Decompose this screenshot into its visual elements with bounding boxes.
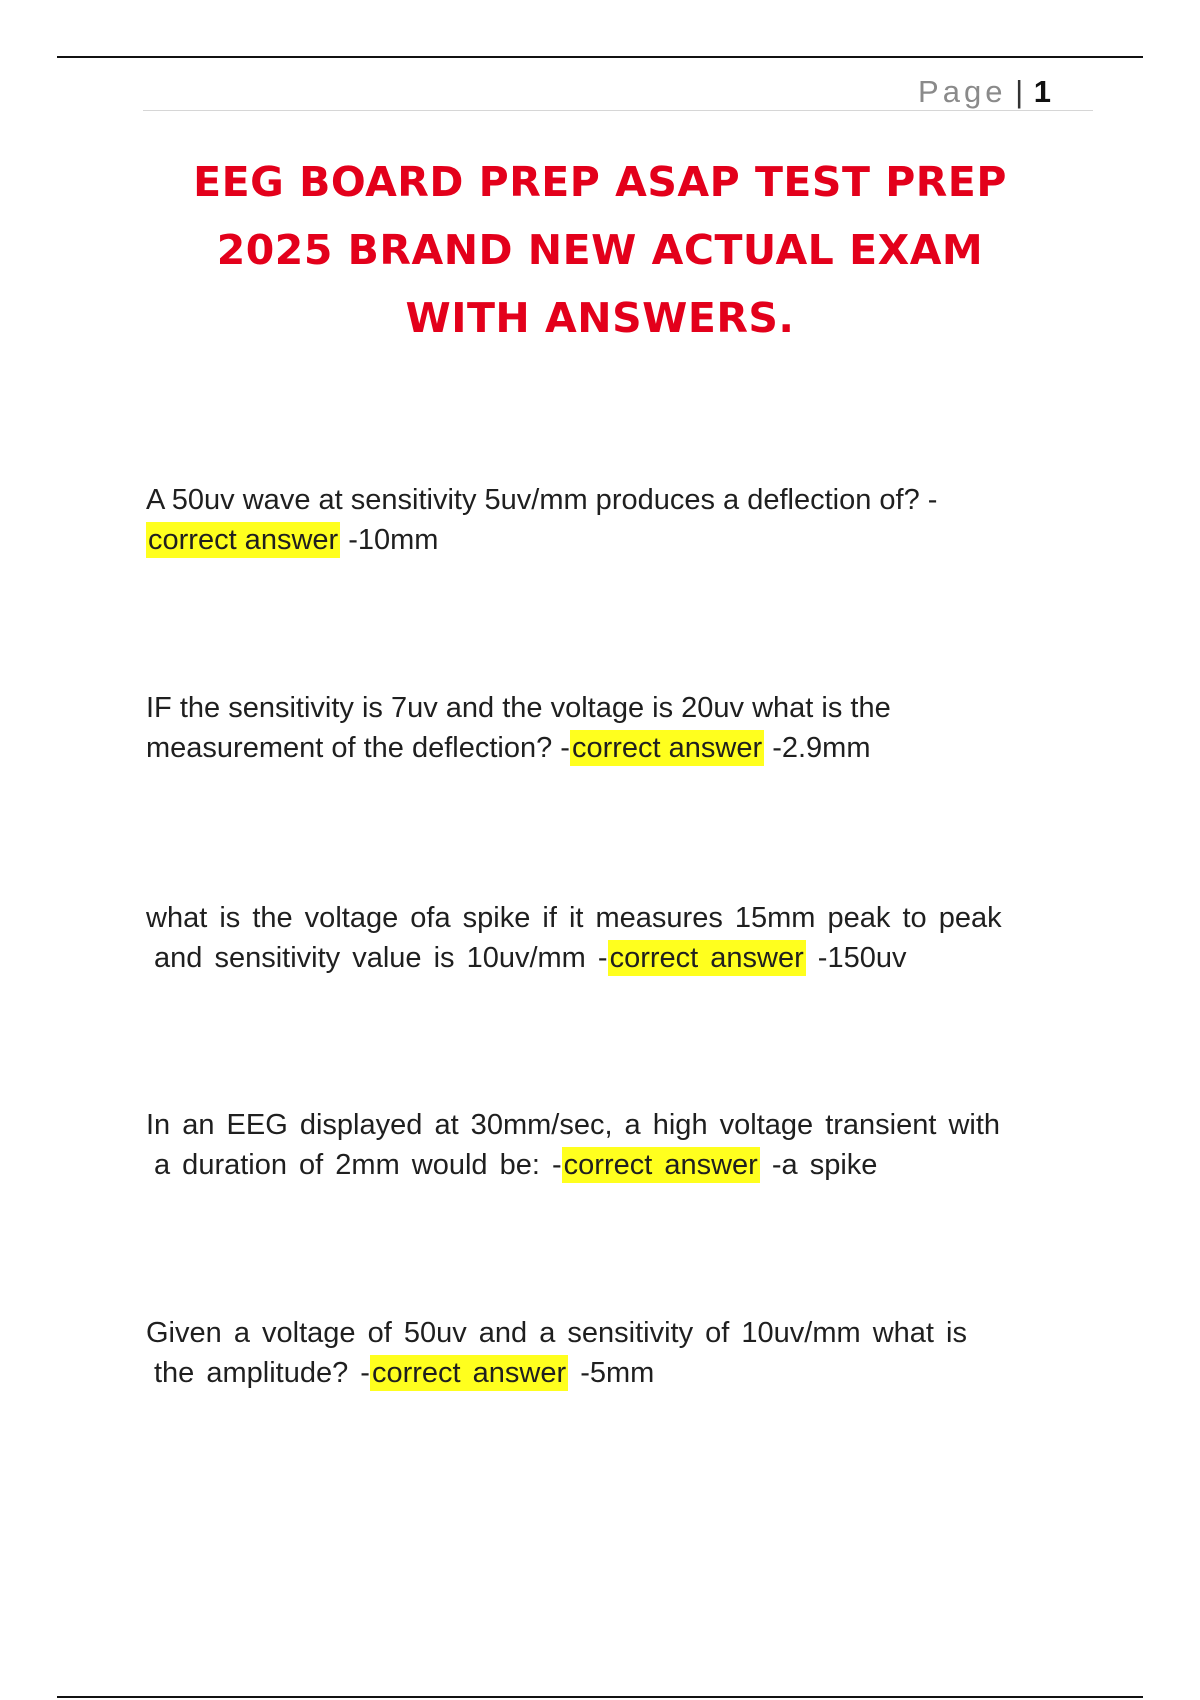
answer-value: -5mm [568, 1357, 655, 1389]
title-line-2: 2025 BRAND NEW ACTUAL EXAM [216, 226, 984, 274]
title-line-3: WITH ANSWERS. [405, 294, 795, 342]
page-number-label [918, 74, 1051, 110]
question-text: Given a voltage of 50uv and a sensitivity of 10uv/mm what is [146, 1317, 967, 1349]
answer-value: -a spike [759, 1149, 878, 1181]
page-header [143, 70, 1093, 111]
answer-value: -2.9mm [764, 732, 871, 764]
question-text: what is the voltage ofa spike if it measures 15mm peak to peak [146, 902, 1002, 934]
correct-answer-highlight: correct answer [609, 942, 804, 974]
bottom-rule [57, 1696, 1143, 1698]
question-answer-item [146, 480, 1096, 560]
page-word: Page [918, 74, 1007, 109]
answer-line [146, 1145, 1096, 1185]
answer-line [146, 728, 1096, 768]
question-text: In an EEG displayed at 30mm/sec, a high voltage transient with [146, 1109, 1001, 1141]
question-answer-item [146, 1313, 1096, 1393]
question-text: A 50uv wave at sensitivity 5uv/mm produces a deflection of? - [146, 484, 938, 516]
question-text-continued: a duration of 2mm would be: - [154, 1149, 562, 1181]
answer-line [146, 1353, 1096, 1393]
top-rule [57, 56, 1143, 58]
correct-answer-highlight: correct answer [563, 1149, 758, 1181]
page-separator: | [1015, 74, 1024, 109]
question-answer-item [146, 898, 1096, 978]
document-title [100, 148, 1100, 352]
question-text-continued: and sensitivity value is 10uv/mm - [154, 942, 608, 974]
question-text-continued: the amplitude? - [154, 1357, 370, 1389]
title-line-1: EEG BOARD PREP ASAP TEST PREP [193, 158, 1007, 206]
correct-answer-highlight: correct answer [148, 524, 339, 556]
correct-answer-highlight: correct answer [371, 1357, 567, 1389]
question-text: IF the sensitivity is 7uv and the voltage is 20uv what is the [146, 692, 891, 724]
answer-value: -10mm [340, 524, 439, 556]
question-text-continued: measurement of the deflection? - [146, 732, 570, 764]
answer-value: -150uv [805, 942, 907, 974]
answer-line [146, 938, 1096, 978]
question-answer-item [146, 688, 1096, 768]
correct-answer-highlight: correct answer [571, 732, 763, 764]
page-number: 1 [1033, 74, 1051, 109]
question-answer-item [146, 1105, 1096, 1185]
answer-line [146, 520, 1096, 560]
